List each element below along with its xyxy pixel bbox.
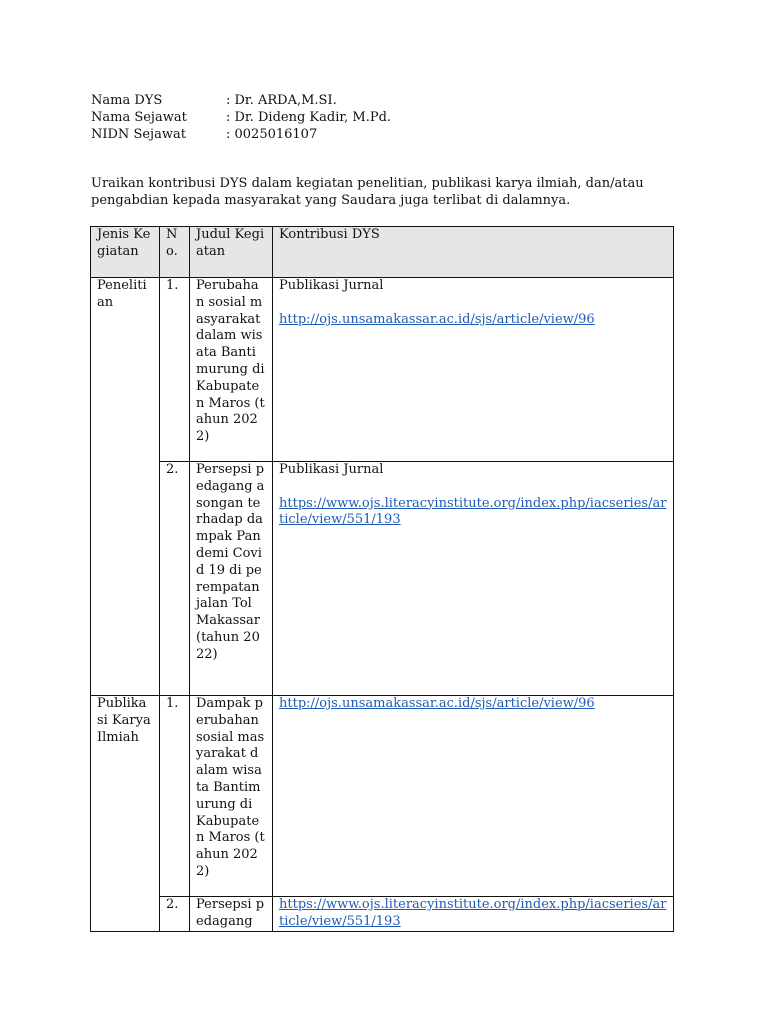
table-row	[91, 278, 674, 462]
cell-kontribusi	[273, 897, 674, 932]
meta-value: : Dr. ARDA,M.SI.	[226, 93, 337, 108]
cell-judul: Perubahan sosial masyarakat dalam wisata Bantimurung di Kabupaten Maros (tahun 2022)	[190, 278, 273, 462]
cell-no: 1.	[160, 278, 190, 462]
journal-link[interactable]: http://ojs.unsamakassar.ac.id/sjs/article/view/96	[279, 696, 595, 711]
header-judul-kegiatan: Judul Kegiatan	[190, 227, 273, 278]
cell-no: 1.	[160, 696, 190, 897]
contribution-table	[90, 226, 674, 932]
meta-value: : 0025016107	[226, 126, 318, 142]
meta-label: Nama DYS	[91, 93, 163, 108]
meta-row-nidn-sejawat	[91, 127, 391, 144]
journal-link[interactable]: http://ojs.unsamakassar.ac.id/sjs/article/view/96	[279, 311, 595, 327]
journal-link[interactable]: https://www.ojs.literacyinstitute.org/index.php/iacseries/article/view/551/193	[279, 897, 667, 929]
table-row	[91, 696, 674, 897]
spacer	[279, 479, 667, 496]
spacer	[279, 295, 667, 312]
cell-no: 2.	[160, 897, 190, 932]
header-no: No.	[160, 227, 190, 278]
table-row	[91, 897, 674, 932]
cell-kontribusi	[273, 462, 674, 696]
meta-label: NIDN Sejawat	[91, 126, 186, 142]
table-row	[91, 462, 674, 696]
cell-kontribusi	[273, 696, 674, 897]
cell-kontribusi	[273, 278, 674, 462]
journal-link[interactable]: https://www.ojs.literacyinstitute.org/index.php/iacseries/article/view/551/193	[279, 495, 667, 528]
meta-row-nama-dys	[91, 93, 391, 110]
table-header-row	[91, 227, 674, 278]
identity-block	[91, 93, 391, 143]
kontribusi-text: Publikasi Jurnal	[279, 462, 384, 477]
header-kontribusi-dys: Kontribusi DYS	[273, 227, 674, 278]
cell-judul: Persepsi pedagang asongan terhadap dampak Pandemi Covid 19 di perempatan jalan Tol Makassar (tahun 2022)	[190, 462, 273, 696]
meta-value: : Dr. Dideng Kadir, M.Pd.	[226, 109, 392, 125]
cell-jenis-penelitian: Penelitian	[91, 278, 160, 696]
meta-label: Nama Sejawat	[91, 109, 187, 125]
meta-row-nama-sejawat	[91, 110, 391, 127]
kontribusi-text: Publikasi Jurnal	[279, 278, 384, 293]
cell-jenis-publikasi: Publikasi Karya Ilmiah	[91, 696, 160, 932]
cell-judul: Dampak perubahan sosial masyarakat dalam wisata Bantimurung di Kabupaten Maros (tahun 2022)	[190, 696, 273, 897]
intro-paragraph: Uraikan kontribusi DYS dalam kegiatan penelitian, publikasi karya ilmiah, dan/atau pengabdian kepada masyarakat yang Saudara juga terlibat di dalamnya.	[91, 176, 644, 208]
header-jenis-kegiatan: Jenis Kegiatan	[91, 227, 160, 278]
cell-no: 2.	[160, 462, 190, 696]
cell-judul: Persepsi pedagang	[190, 897, 273, 932]
